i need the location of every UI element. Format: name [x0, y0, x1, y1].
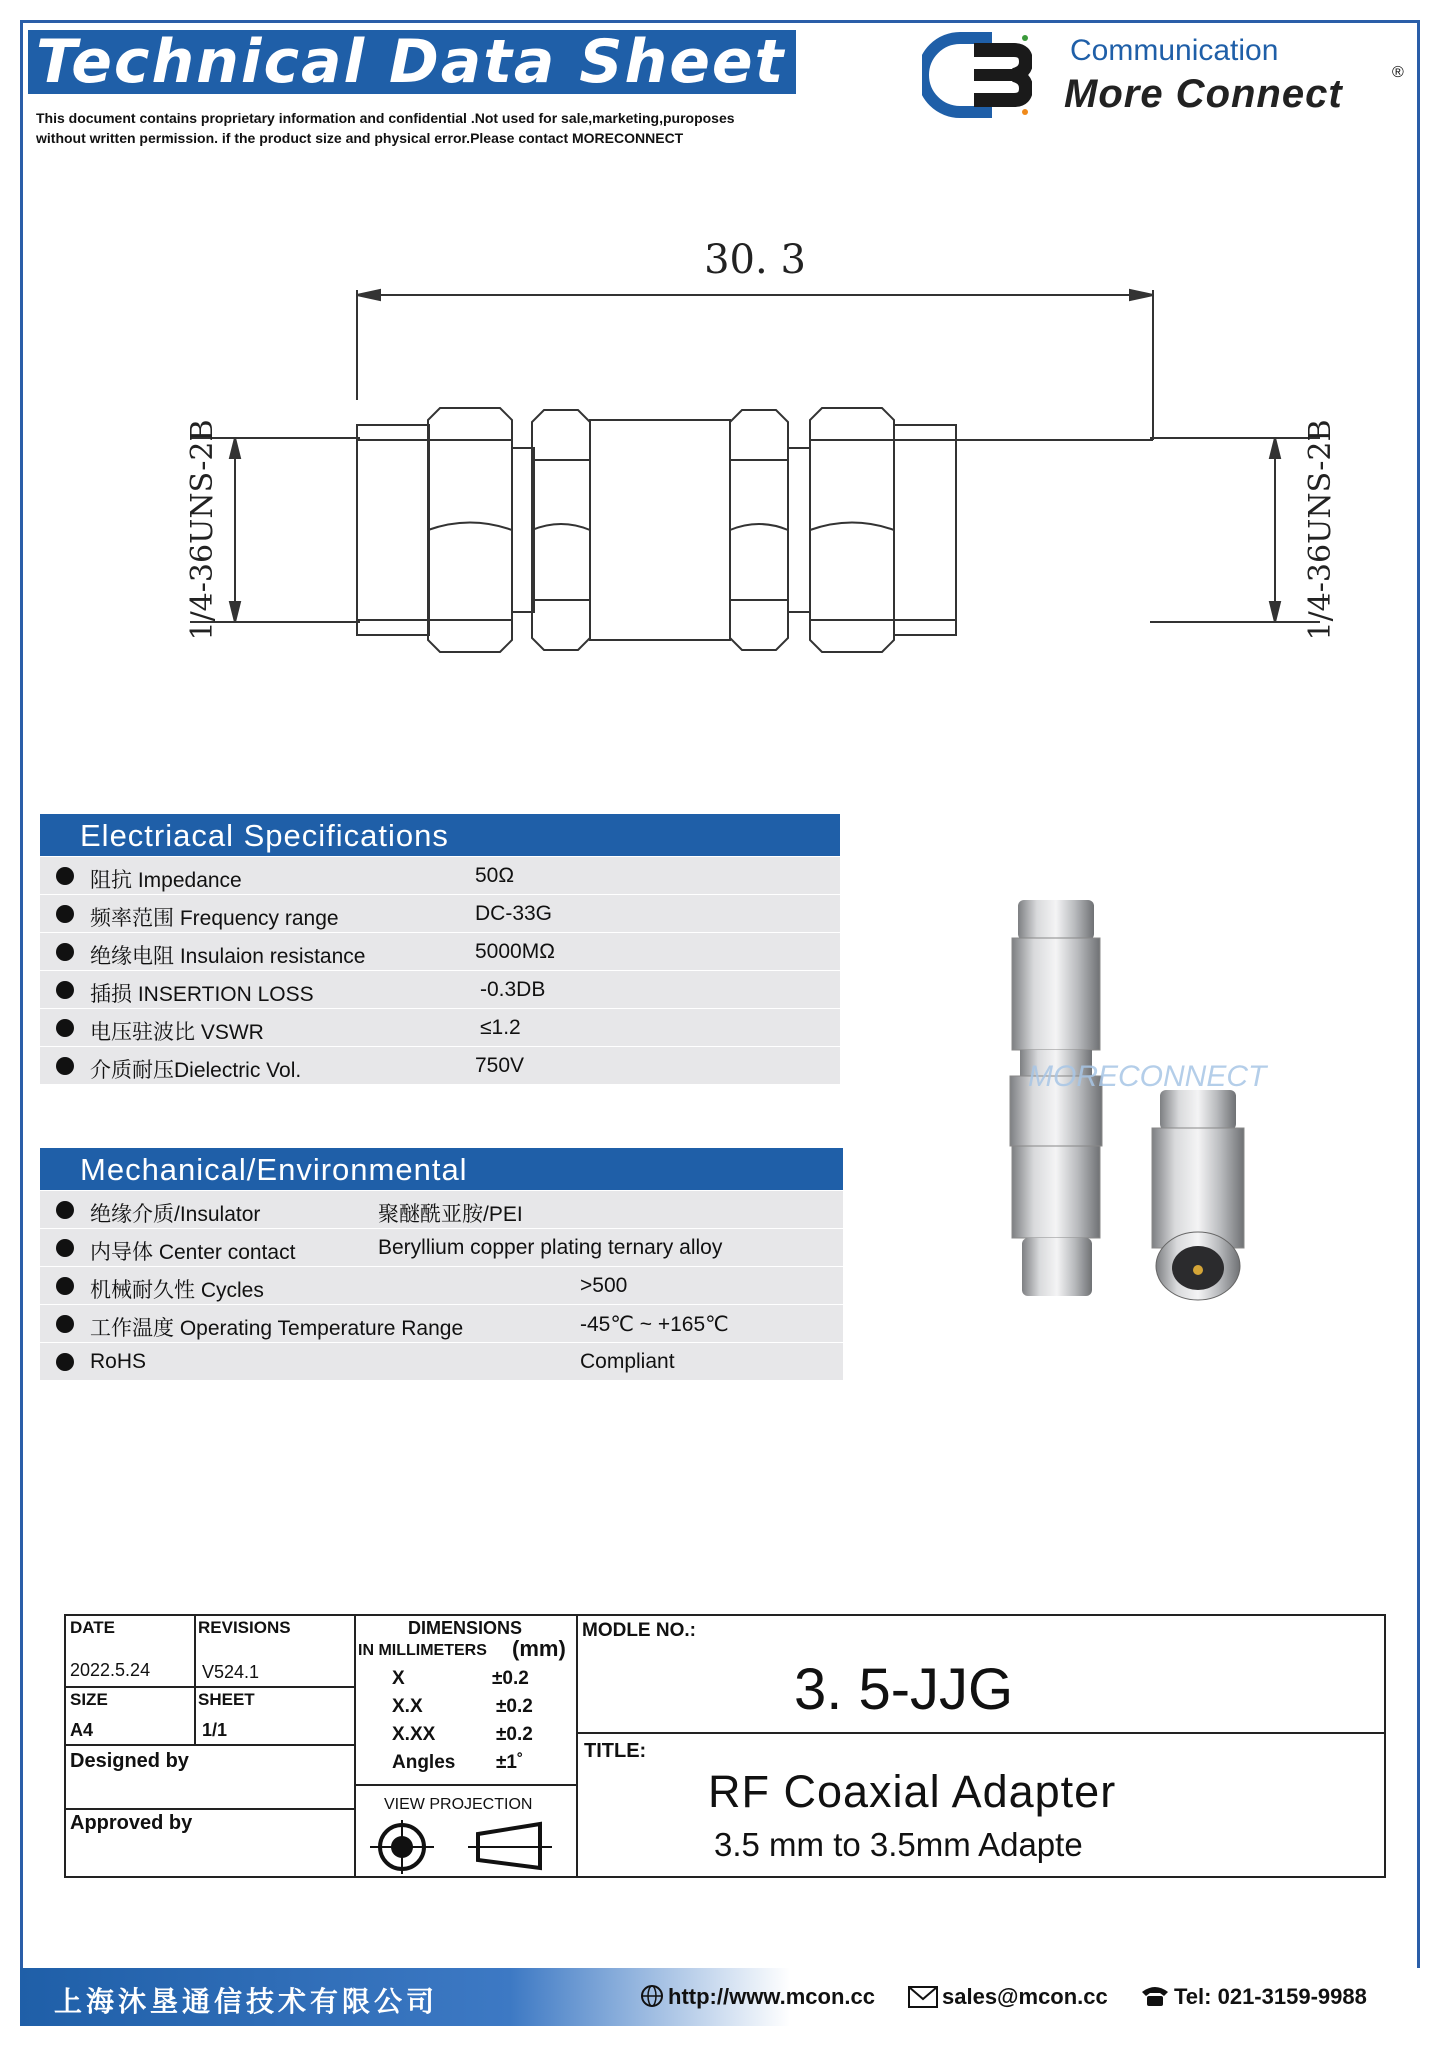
spec-row: [40, 1047, 840, 1084]
bullet-icon: [56, 1057, 74, 1075]
website-text: http://www.mcon.cc: [668, 1984, 875, 2009]
view-projection-label: VIEW PROJECTION: [384, 1796, 533, 1813]
divider: [576, 1732, 1386, 1734]
spec-label: 插损 INSERTION LOSS: [90, 983, 314, 1006]
photo-watermark: MORECONNECT: [1028, 1060, 1267, 1093]
spec-value: ≤1.2: [480, 1016, 521, 1039]
designed-by-label: Designed by: [70, 1750, 189, 1772]
document-title: Technical Data Sheet: [28, 30, 796, 94]
right-thread-label: 1/4-36UNS-2B: [1303, 419, 1338, 641]
registered-mark: ®: [1392, 64, 1404, 81]
divider: [354, 1616, 356, 1878]
bullet-icon: [56, 1239, 74, 1257]
electrical-specifications: [40, 814, 840, 1084]
divider: [576, 1616, 578, 1878]
spec-value: Beryllium copper plating ternary alloy: [378, 1236, 723, 1259]
tolerance-name: X.XX: [392, 1724, 436, 1745]
mm-label: (mm): [512, 1636, 566, 1661]
left-thread-label: 1/4-36UNS-2B: [185, 419, 220, 641]
disclaimer-line-2: without written permission. if the product size and physical error.Please contact MORECONNECT: [36, 130, 684, 146]
disclaimer-line-1: This document contains proprietary information and confidential .Not used for sale,marketing,puroposes: [36, 110, 735, 126]
product-photo: [990, 880, 1300, 1320]
product-subtitle: 3.5 mm to 3.5mm Adapte: [714, 1826, 1083, 1863]
electrical-specifications-title: Electriacal Specifications: [40, 814, 840, 856]
adapter-drawing: [150, 230, 1350, 670]
tolerance-name: Angles: [392, 1752, 456, 1773]
spec-row: [40, 971, 840, 1008]
mechanical-specifications: [40, 1148, 843, 1380]
footer: [20, 1968, 1420, 2026]
bullet-icon: [56, 1019, 74, 1037]
spec-label: 机械耐久性 Cycles: [90, 1279, 264, 1302]
email-text: sales@mcon.cc: [942, 1984, 1108, 2009]
spec-value: 50Ω: [475, 864, 515, 887]
model-number-label: MODLE NO.:: [582, 1620, 696, 1641]
tolerance-value: ±0.2: [496, 1696, 533, 1717]
dimensions-label: DIMENSIONS: [408, 1618, 523, 1638]
size-value: A4: [70, 1720, 94, 1740]
spec-label: 电压驻波比 VSWR: [90, 1021, 264, 1044]
length-dimension-label: 30. 3: [704, 237, 806, 283]
tolerance-value: ±1˚: [496, 1752, 524, 1773]
spec-row: [40, 1343, 843, 1380]
spec-row: [40, 895, 840, 932]
phone-text: Tel: 021-3159-9988: [1174, 1984, 1367, 2009]
spec-row: [40, 1267, 843, 1304]
date-label: DATE: [70, 1618, 116, 1637]
bullet-icon: [56, 867, 74, 885]
tolerance-value: ±0.2: [496, 1724, 533, 1745]
title-block: [64, 1614, 1386, 1878]
spec-value: Compliant: [580, 1350, 675, 1373]
mechanical-specifications-title: Mechanical/Environmental: [40, 1148, 843, 1190]
tolerance-name: X: [392, 1668, 405, 1689]
spec-row: [40, 1191, 843, 1228]
bullet-icon: [56, 943, 74, 961]
tolerance-name: X.X: [392, 1696, 423, 1717]
divider: [194, 1616, 196, 1744]
size-label: SIZE: [70, 1690, 108, 1709]
spec-row: [40, 1305, 843, 1342]
envelope-icon: [908, 1986, 938, 2008]
phone-icon: [1140, 1984, 1170, 2008]
spec-row: [40, 857, 840, 894]
company-logo-icon: [922, 30, 1032, 120]
phone-link[interactable]: [1140, 1984, 1367, 2010]
in-millimeters-label: IN MILLIMETERS: [358, 1642, 487, 1659]
spec-label: 内导体 Center contact: [90, 1241, 296, 1264]
divider: [354, 1784, 576, 1786]
company-name: 上海沐垦通信技术有限公司: [54, 1985, 439, 2018]
bullet-icon: [56, 905, 74, 923]
revisions-label: REVISIONS: [198, 1618, 291, 1637]
model-number-value: 3. 5-JJG: [794, 1657, 1014, 1722]
spec-value: DC-33G: [475, 902, 553, 925]
spec-row: [40, 933, 840, 970]
bullet-icon: [56, 981, 74, 999]
divider: [66, 1744, 354, 1746]
spec-value: 聚醚酰亚胺/PEI: [378, 1203, 523, 1226]
divider: [66, 1808, 354, 1810]
spec-value: 5000MΩ: [475, 940, 555, 963]
product-title: RF Coaxial Adapter: [708, 1766, 1117, 1817]
sheet-label: SHEET: [198, 1690, 255, 1709]
email-link[interactable]: [908, 1984, 1108, 2010]
globe-icon: [640, 1984, 664, 2008]
website-link[interactable]: [640, 1984, 875, 2010]
spec-row: [40, 1229, 843, 1266]
spec-value: >500: [580, 1274, 628, 1297]
divider: [66, 1686, 354, 1688]
spec-value: -0.3DB: [480, 978, 546, 1001]
sheet-value: 1/1: [202, 1720, 228, 1740]
bullet-icon: [56, 1353, 74, 1371]
approved-by-label: Approved by: [70, 1812, 193, 1834]
spec-row: [40, 1009, 840, 1046]
brand-name: More Connect: [1064, 72, 1343, 116]
date-value: 2022.5.24: [70, 1660, 151, 1680]
spec-label: 绝缘电阻 Insulaion resistance: [90, 945, 366, 968]
bullet-icon: [56, 1201, 74, 1219]
revisions-value: V524.1: [202, 1662, 260, 1682]
spec-value: 750V: [475, 1054, 525, 1077]
spec-label: 频率范围 Frequency range: [90, 907, 339, 930]
spec-label: 介质耐压Dielectric Vol.: [90, 1059, 302, 1082]
spec-label: 工作温度 Operating Temperature Range: [90, 1317, 464, 1340]
spec-label: RoHS: [90, 1350, 147, 1373]
disclaimer: [36, 108, 826, 148]
tolerance-value: ±0.2: [492, 1668, 529, 1689]
projection-symbol-icon: [362, 1820, 562, 1874]
bullet-icon: [56, 1277, 74, 1295]
bullet-icon: [56, 1315, 74, 1333]
brand-tagline: Communication: [1070, 34, 1279, 67]
spec-value: -45℃ ~ +165℃: [580, 1313, 729, 1336]
spec-label: 阻抗 Impedance: [90, 869, 242, 892]
spec-label: 绝缘介质/Insulator: [90, 1203, 261, 1226]
title-label: TITLE:: [584, 1740, 647, 1762]
